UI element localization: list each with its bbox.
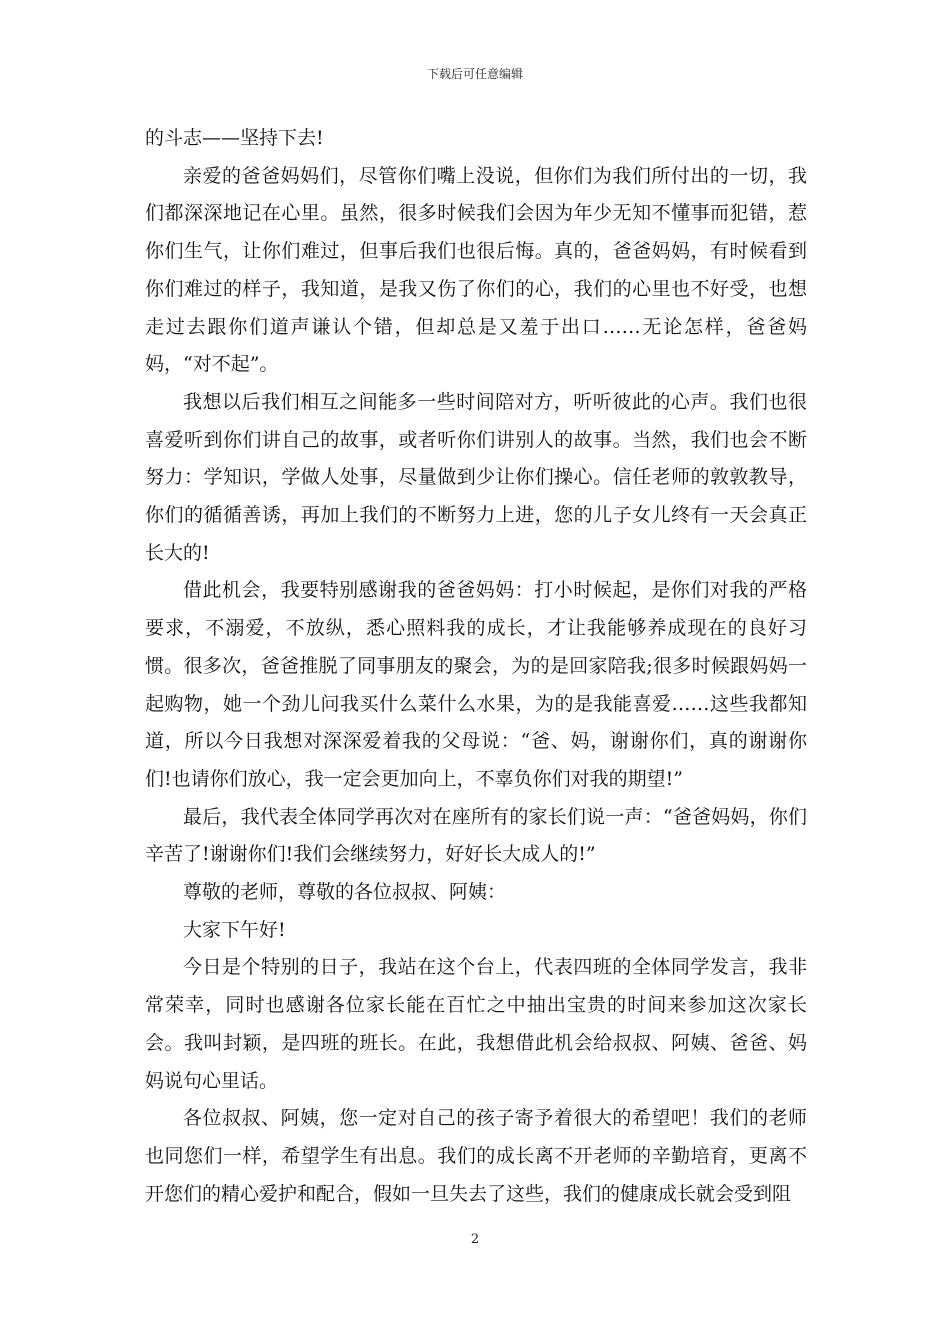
paragraph: 的斗志——坚持下去! [145,127,324,149]
paragraph: 借此机会，我要特别感谢我的爸爸妈妈：打小时候起，是你们对我的严格要求，不溺爱，不放纵，悉心照料我的成长，才让我能够养成现在的良好习惯。很多次，爸爸推脱了同事朋友的聚会，为的是回家陪我;很多时候跟妈妈一起购物，她一个劲儿问我买什么菜什么水果，为的是我能喜爱……这些我都知道，所以今日我想对深深爱着我的父母说：“爸、妈，谢谢你们，真的谢谢你们!也请你们放心，我一定会更加向上，不辜负你们对我的期望!” [145,579,807,790]
page-number: 2 [470,1232,480,1247]
paragraph: 大家下午好! [183,918,286,941]
paragraph: 尊敬的老师，尊敬的各位叔叔、阿姨： [183,881,507,904]
paragraph: 最后，我代表全体同学再次对在座所有的家长们说一声：“爸爸妈妈，你们辛苦了!谢谢你们!我们会继续努力，好好长大成人的!” [145,805,807,866]
paragraph: 今日是个特别的日子，我站在这个台上，代表四班的全体同学发言，我非常荣幸，同时也感谢各位家长能在百忙之中抽出宝贵的时间来参加这次家长会。我叫封颖，是四班的班长。在此，我想借此机会给叔叔、阿姨、爸爸、妈妈说句心里话。 [145,956,807,1092]
page-header-note: 下载后可任意编辑 [426,67,523,81]
document-body [145,120,807,1213]
paragraph: 各位叔叔、阿姨，您一定对自己的孩子寄予着很大的希望吧！我们的老师也同您们一样，希望学生有出息。我们的成长离不开老师的辛勤培育，更离不开您们的精心爱护和配合，假如一旦失去了这些，我们的健康成长就会受到阻 [145,1107,807,1205]
paragraph: 我想以后我们相互之间能多一些时间陪对方，听听彼此的心声。我们也很喜爱听到你们讲自己的故事，或者听你们讲别人的故事。当然，我们也会不断努力：学知识，学做人处事，尽量做到少让你们操心。信任老师的敦敦教导，你们的循循善诱，再加上我们的不断努力上进，您的儿子女儿终有一天会真正长大的! [145,390,807,564]
paragraph: 亲爱的爸爸妈妈们，尽管你们嘴上没说，但你们为我们所付出的一切，我们都深深地记在心里。虽然，很多时候我们会因为年少无知不懂事而犯错，惹你们生气，让你们难过，但事后我们也很后悔。真的，爸爸妈妈，有时候看到你们难过的样子，我知道，是我又伤了你们的心，我们的心里也不好受，也想走过去跟你们道声谦认个错，但却总是又羞于出口……无论怎样，爸爸妈妈，“对不起”。 [145,164,807,376]
